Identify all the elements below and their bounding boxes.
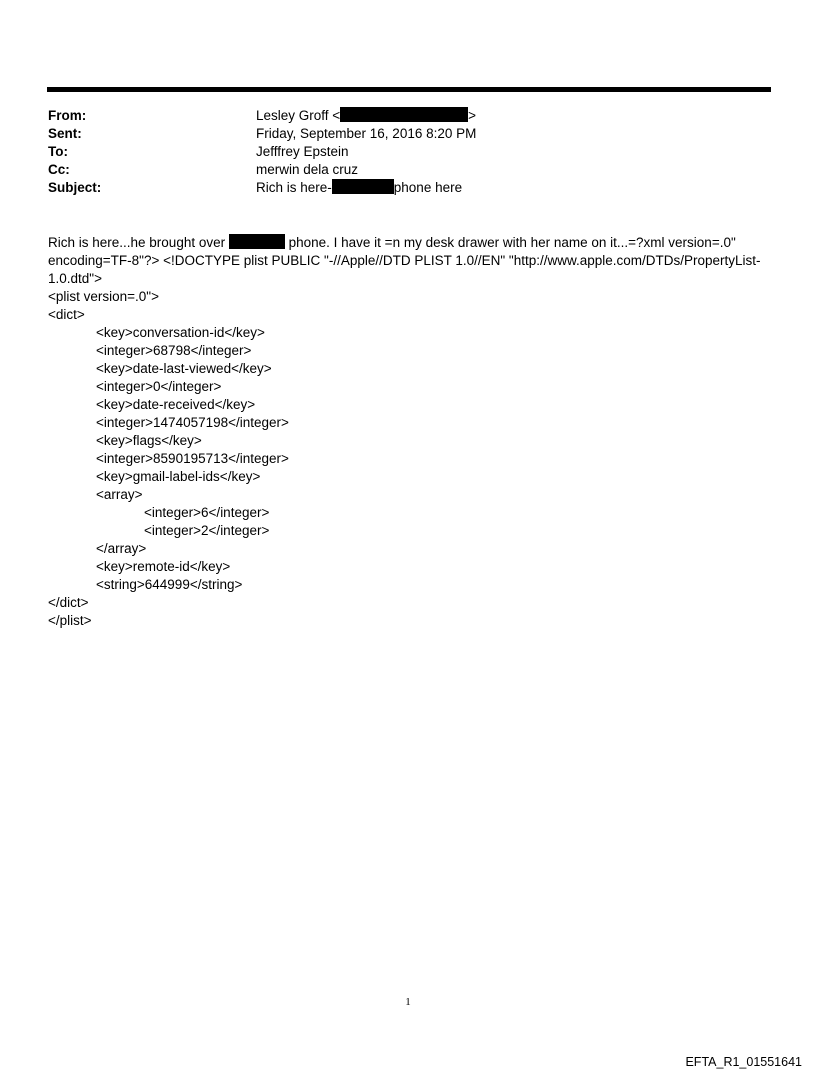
sent-label: Sent: xyxy=(48,126,82,141)
redaction-box xyxy=(229,234,285,249)
from-name: Lesley Groff < xyxy=(256,108,341,123)
intro-before: Rich is here...he brought over xyxy=(48,235,229,250)
plist-line: <integer>6</integer> xyxy=(144,505,270,520)
intro-after: phone. I have it =n my desk drawer with her name on it...=?xml version=.0" encoding=TF-8"?> <!DOCTYPE plist PUBLIC "-//Apple//DTD PLIST 1.0//EN" "http://www.apple.com/DTDs/PropertyList-1.0.dtd"> xyxy=(48,235,761,286)
plist-line: <dict> xyxy=(48,307,85,322)
cc-label: Cc: xyxy=(48,162,70,177)
subject-before: Rich is here- xyxy=(256,180,332,195)
cc-value: merwin dela cruz xyxy=(256,162,359,177)
plist-line: <integer>68798</integer> xyxy=(96,343,252,358)
subject-label: Subject: xyxy=(48,180,102,195)
page-number: 1 xyxy=(405,996,411,1008)
intro-paragraph xyxy=(48,234,773,288)
subject-after: phone here xyxy=(393,180,463,195)
plist-line: <integer>0</integer> xyxy=(96,379,222,394)
plist-line: <key>remote-id</key> xyxy=(96,559,231,574)
from-close: > xyxy=(468,108,477,123)
email-header xyxy=(48,107,476,197)
redaction-box xyxy=(340,107,468,122)
to-value: Jefffrey Epstein xyxy=(256,144,349,159)
plist-block xyxy=(48,288,773,630)
to-label: To: xyxy=(48,144,68,159)
plist-line: <array> xyxy=(96,487,143,502)
subject-row xyxy=(48,179,476,197)
plist-line: <plist version=.0"> xyxy=(48,289,159,304)
plist-line: <key>date-last-viewed</key> xyxy=(96,361,272,376)
plist-line: <key>conversation-id</key> xyxy=(96,325,265,340)
from-label: From: xyxy=(48,108,87,123)
plist-line: <key>flags</key> xyxy=(96,433,202,448)
from-row xyxy=(48,107,476,125)
subject-value xyxy=(256,179,462,197)
sent-value: Friday, September 16, 2016 8:20 PM xyxy=(256,126,477,141)
plist-line: <integer>8590195713</integer> xyxy=(96,451,289,466)
plist-line: <integer>2</integer> xyxy=(144,523,270,538)
header-rule xyxy=(47,87,771,92)
plist-line: <string>644999</string> xyxy=(96,577,243,592)
email-body xyxy=(48,234,773,630)
plist-line: </array> xyxy=(96,541,147,556)
plist-line: <key>date-received</key> xyxy=(96,397,256,412)
plist-line: <key>gmail-label-ids</key> xyxy=(96,469,261,484)
to-row xyxy=(48,143,476,161)
cc-row xyxy=(48,161,476,179)
plist-line: <integer>1474057198</integer> xyxy=(96,415,289,430)
redaction-box xyxy=(332,179,394,194)
from-value xyxy=(256,107,476,125)
plist-line: </dict> xyxy=(48,595,89,610)
document-id: EFTA_R1_01551641 xyxy=(685,1055,802,1069)
sent-row xyxy=(48,125,476,143)
plist-line: </plist> xyxy=(48,613,92,628)
